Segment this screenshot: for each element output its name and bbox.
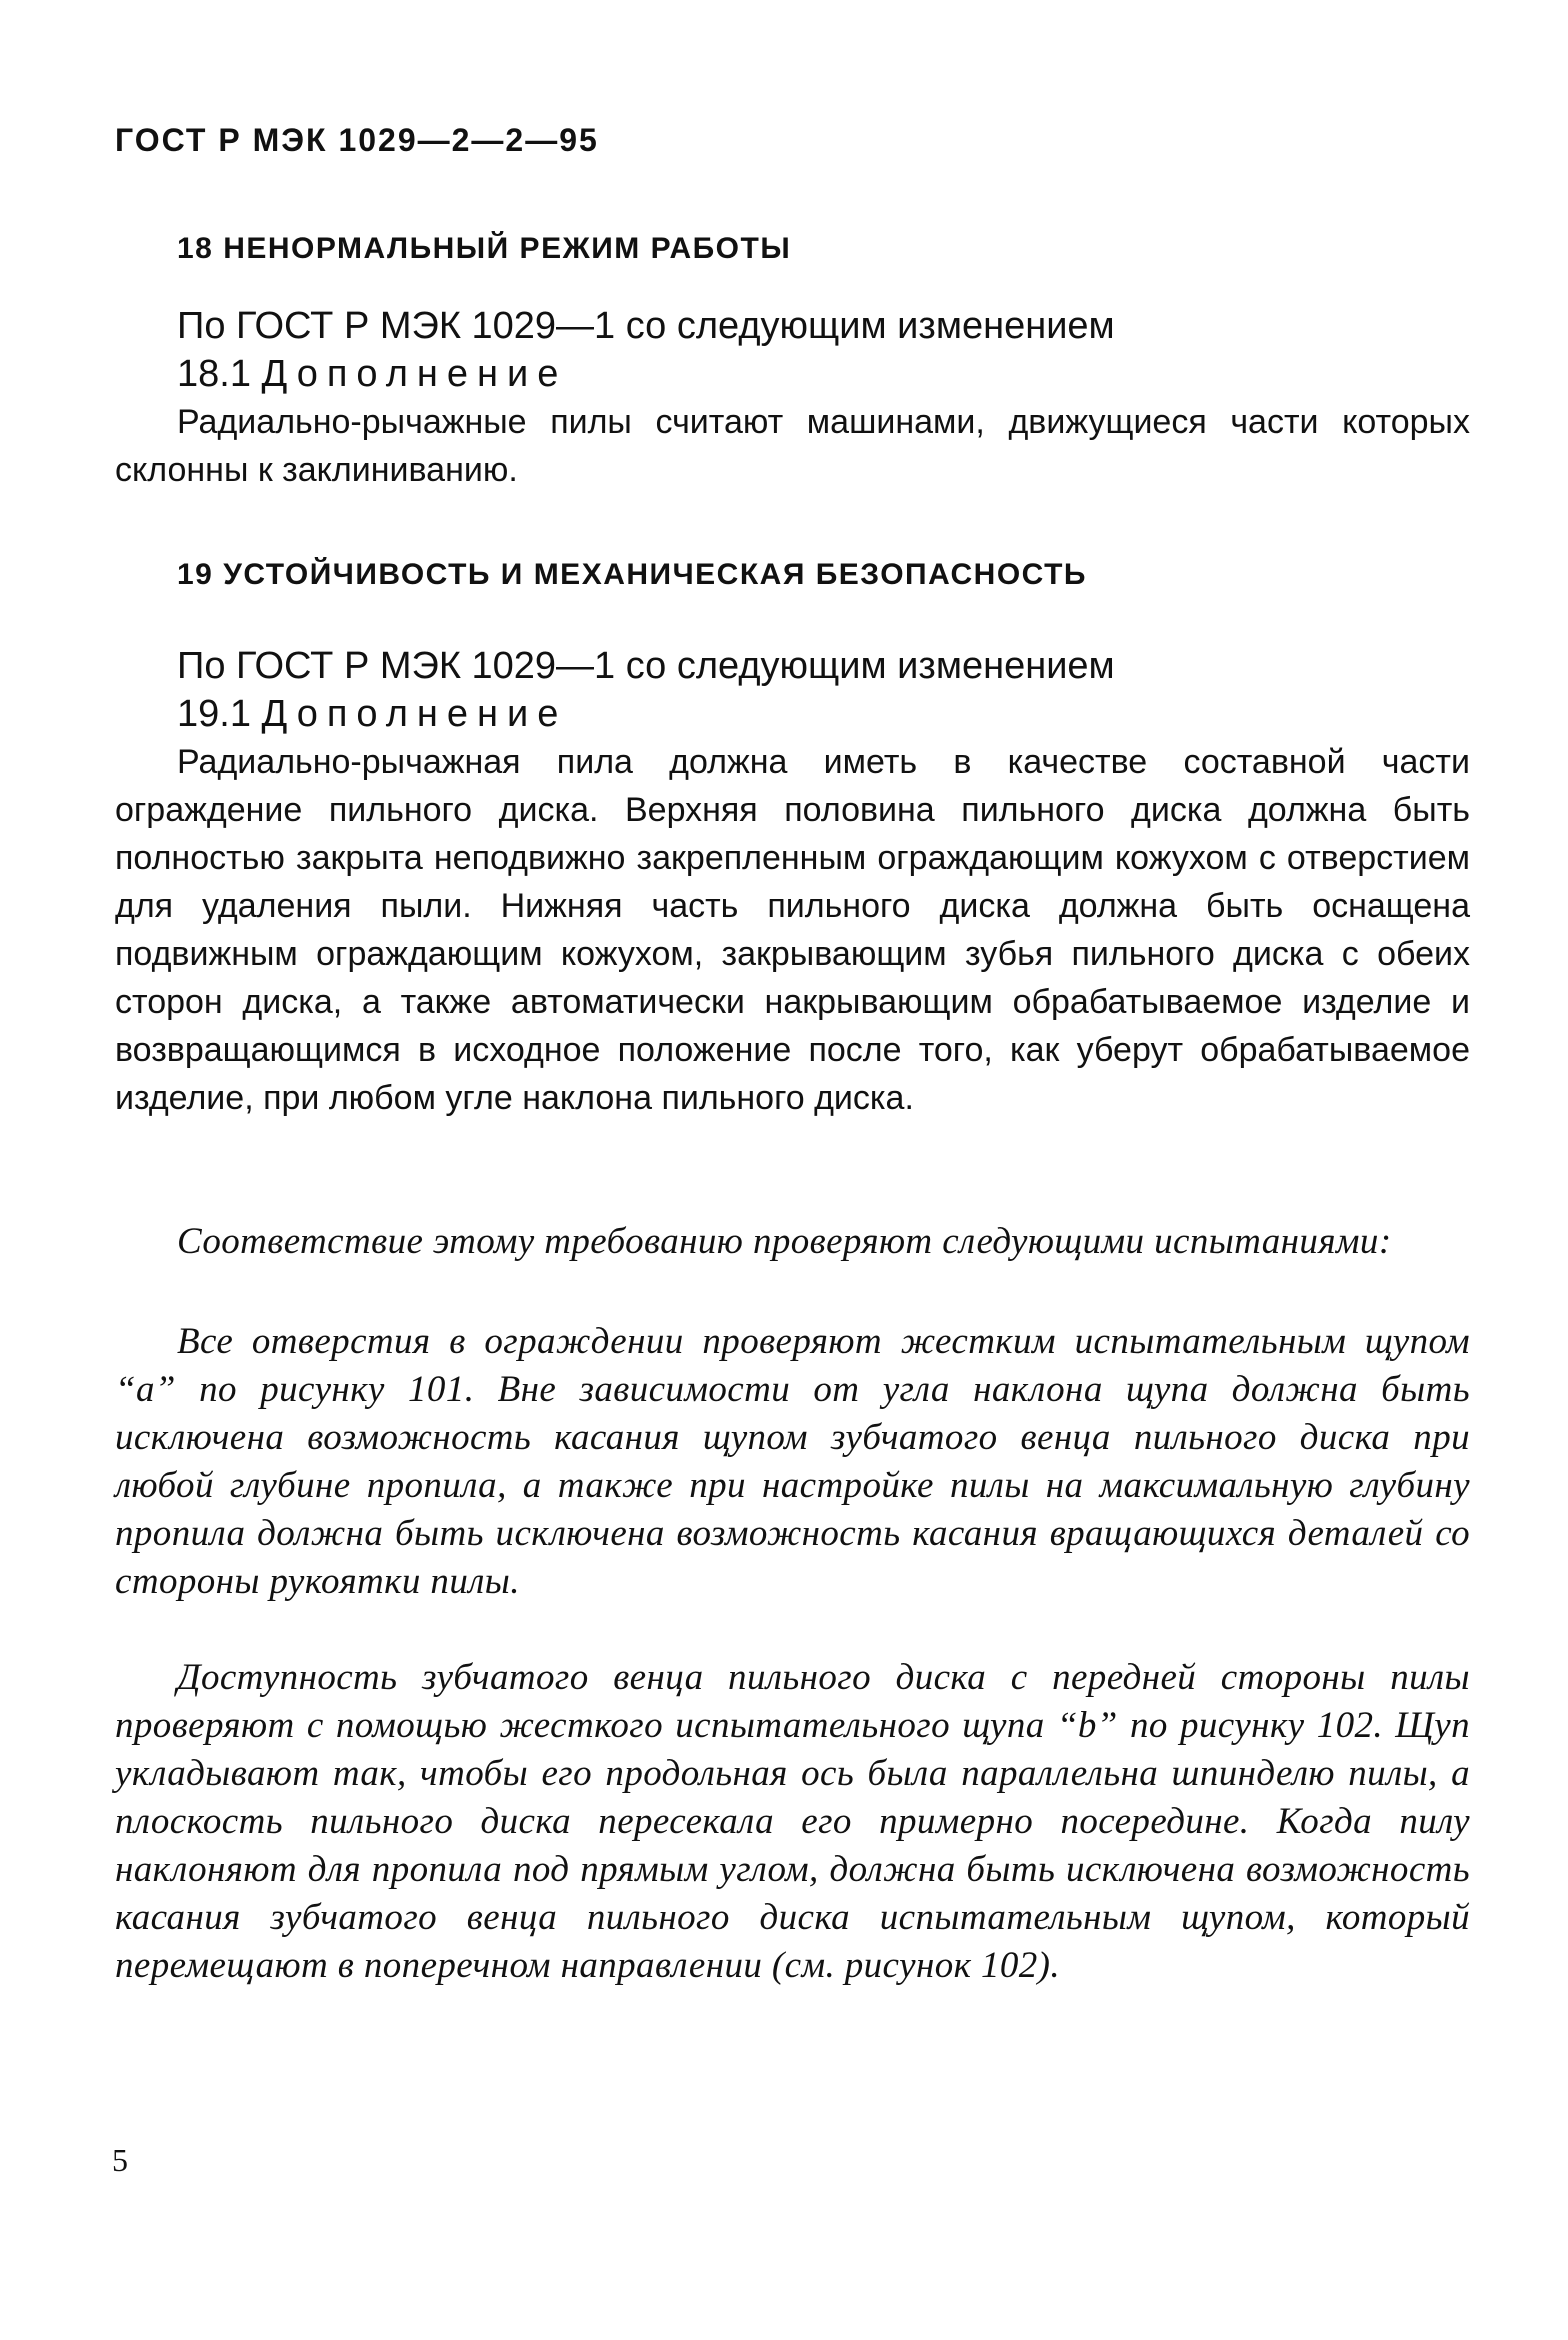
section-18-body xyxy=(115,302,1470,494)
italic-paragraph: Все отверстия в ограждении проверяют жестким испытательным щупом “a” по рисунку 101. Вне зависимости от угла наклона щупа должна быть исключена возможность касания щупом зубчатого венца пильного диска при любой глубине пропила, а также при настройке пилы на максимальную глубину пропила должна быть исключена возможность касания вращающихся деталей со стороны рукоятки пилы. xyxy=(115,1321,1470,1602)
section-19 xyxy=(115,558,1470,592)
test-requirements-a xyxy=(115,1318,1470,1606)
section-18 xyxy=(115,232,1470,266)
section-heading: 19 УСТОЙЧИВОСТЬ И МЕХАНИЧЕСКАЯ БЕЗОПАСНОСТЬ xyxy=(177,558,1087,591)
addition-number: 18.1 xyxy=(177,353,251,395)
section-intro: По ГОСТ Р МЭК 1029—1 со следующим изменением xyxy=(177,305,1115,347)
italic-paragraph: Доступность зубчатого венца пильного диска с передней стороны пилы проверяют с помощью жесткого испытательного щупа “b” по рисунку 102. Щуп укладывают так, чтобы его продольная ось была параллельна шпинделю пилы, а плоскость пильного диска пересекала его примерно посередине. Когда пилу наклоняют для пропила под прямым углом, должна быть исключена возможность касания зубчатого венца пильного диска испытательным щупом, который перемещают в поперечном направлении (см. рисунок 102). xyxy=(115,1657,1470,1986)
addition-label: Дополнение xyxy=(261,693,568,735)
italic-paragraph: Соответствие этому требованию проверяют следующими испытаниями: xyxy=(177,1221,1392,1262)
body-paragraph: Радиально-рычажные пилы считают машинами, движущиеся части которых склонны к заклиниванию. xyxy=(115,403,1470,489)
test-requirements-b xyxy=(115,1654,1470,1990)
section-intro: По ГОСТ Р МЭК 1029—1 со следующим изменением xyxy=(177,645,1115,687)
body-paragraph: Радиально-рычажная пила должна иметь в качестве составной части ограждение пильного диска. Верхняя половина пильного диска должна быть полностью закрыта неподвижно закрепленным ограждающим кожухом с отверстием для удаления пыли. Нижняя часть пильного диска должна быть оснащена подвижным ограждающим кожухом, закрывающим зубья пильного диска с обеих сторон диска, а также автоматически накрывающим обрабатываемое изделие и возвращающимся в исходное положение после того, как уберут обрабатываемое изделие, при любом угле наклона пильного диска. xyxy=(115,743,1470,1117)
section-19-body xyxy=(115,642,1470,1122)
addition-line xyxy=(115,350,1470,398)
document-header: ГОСТ Р МЭК 1029—2—2—95 xyxy=(115,122,599,158)
page-number: 5 xyxy=(112,2142,128,2178)
test-requirements xyxy=(115,1218,1470,1266)
addition-number: 19.1 xyxy=(177,693,251,735)
addition-line xyxy=(115,690,1470,738)
section-heading: 18 НЕНОРМАЛЬНЫЙ РЕЖИМ РАБОТЫ xyxy=(177,232,792,265)
addition-label: Дополнение xyxy=(261,353,568,395)
